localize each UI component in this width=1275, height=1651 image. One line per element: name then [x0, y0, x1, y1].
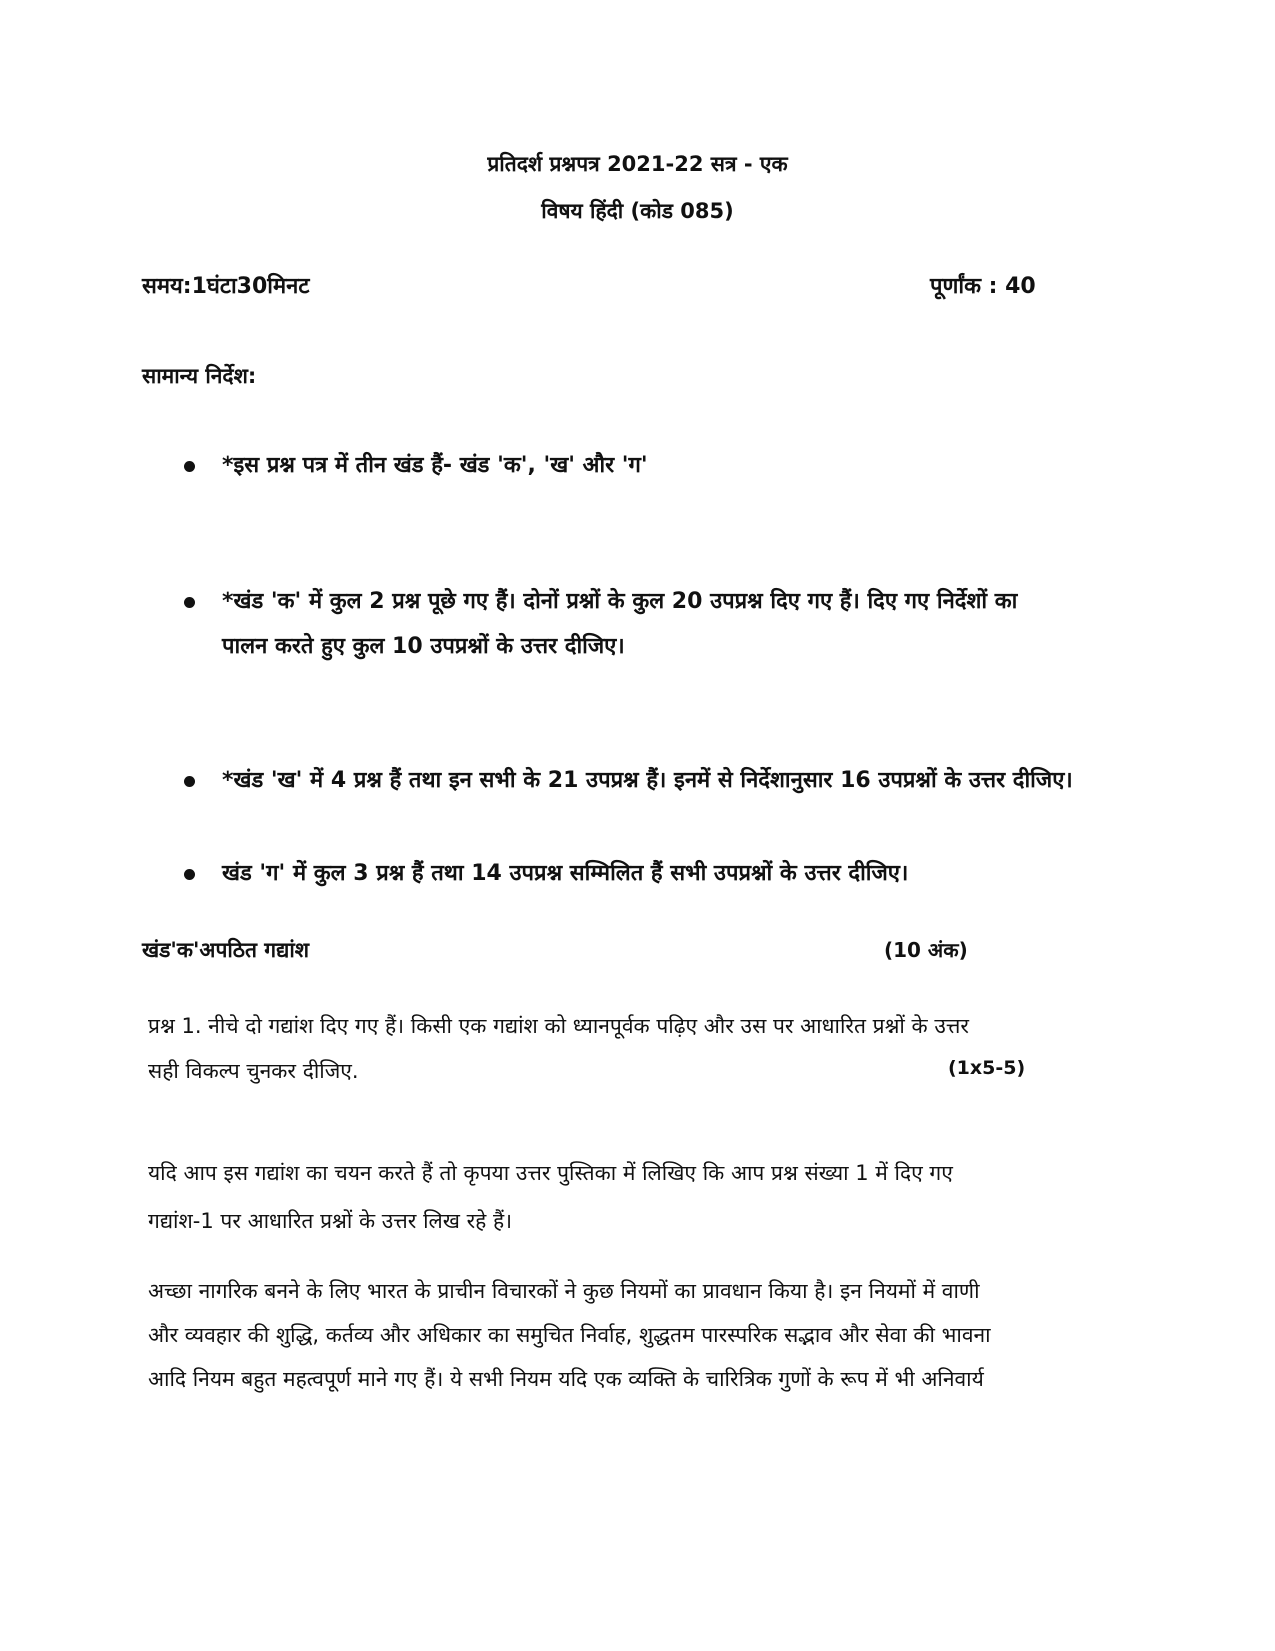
- time-allowed: समय:1घंटा30मिनट: [142, 274, 310, 299]
- passage-line: आदि नियम बहुत महत्वपूर्ण माने गए हैं। ये सभी नियम यदि एक व्यक्ति के चारित्रिक गुणों के रूप में भी अनिवार्य: [148, 1367, 984, 1391]
- section-a-marks: (10 अंक): [884, 938, 968, 962]
- subject-line: विषय हिंदी (कोड 085): [541, 199, 734, 223]
- choice-note-line: गद्यांश-1 पर आधारित प्रश्नों के उत्तर लिख रहे हैं।: [148, 1209, 513, 1233]
- bullet-dot: [184, 461, 195, 472]
- passage-line: अच्छा नागरिक बनने के लिए भारत के प्राचीन विचारकों ने कुछ नियमों का प्रावधान किया है। इन नियमों में वाणी: [148, 1279, 980, 1303]
- instruction-text: *खंड 'ख' में 4 प्रश्न हैं तथा इन सभी के 21 उपप्रश्न हैं। इनमें से निर्देशानुसार 16 उपप्रश्नों के उत्तर दीजिए।: [222, 768, 1073, 793]
- max-marks: पूर्णांक : 40: [930, 274, 1036, 299]
- instruction-text: *खंड 'क' में कुल 2 प्रश्न पूछे गए हैं। दोनों प्रश्नों के कुल 20 उपप्रश्न दिए गए हैं। दिए गए निर्देशों का: [222, 589, 1018, 614]
- choice-note-line: यदि आप इस गद्यांश का चयन करते हैं तो कृपया उत्तर पुस्तिका में लिखिए कि आप प्रश्न संख्या 1 में दिए गए: [148, 1161, 953, 1185]
- instruction-text: पालन करते हुए कुल 10 उपप्रश्नों के उत्तर दीजिए।: [222, 634, 625, 659]
- question-1-line: प्रश्न 1. नीचे दो गद्यांश दिए गए हैं। किसी एक गद्यांश को ध्यानपूर्वक पढ़िए और उस पर आधारित प्रश्नों के उत्तर: [148, 1014, 969, 1038]
- paper-title: प्रतिदर्श प्रश्नपत्र 2021-22 सत्र - एक: [487, 152, 788, 176]
- bullet-dot: [184, 776, 195, 787]
- question-1-marks: (1x5-5): [948, 1057, 1026, 1079]
- bullet-dot: [184, 597, 195, 608]
- passage-line: और व्यवहार की शुद्धि, कर्तव्य और अधिकार का समुचित निर्वाह, शुद्धतम पारस्परिक सद्भाव और सेवा की भावना: [148, 1323, 991, 1347]
- question-1-line: सही विकल्प चुनकर दीजिए.: [148, 1059, 359, 1083]
- instructions-heading: सामान्य निर्देश:: [142, 364, 257, 388]
- instruction-text: खंड 'ग' में कुल 3 प्रश्न हैं तथा 14 उपप्रश्न सम्मिलित हैं सभी उपप्रश्नों के उत्तर दीजिए।: [222, 861, 909, 886]
- bullet-dot: [184, 869, 195, 880]
- section-a-heading: खंड'क'अपठित गद्यांश: [142, 938, 310, 962]
- instruction-text: *इस प्रश्न पत्र में तीन खंड हैं- खंड 'क', 'ख' और 'ग': [222, 453, 648, 478]
